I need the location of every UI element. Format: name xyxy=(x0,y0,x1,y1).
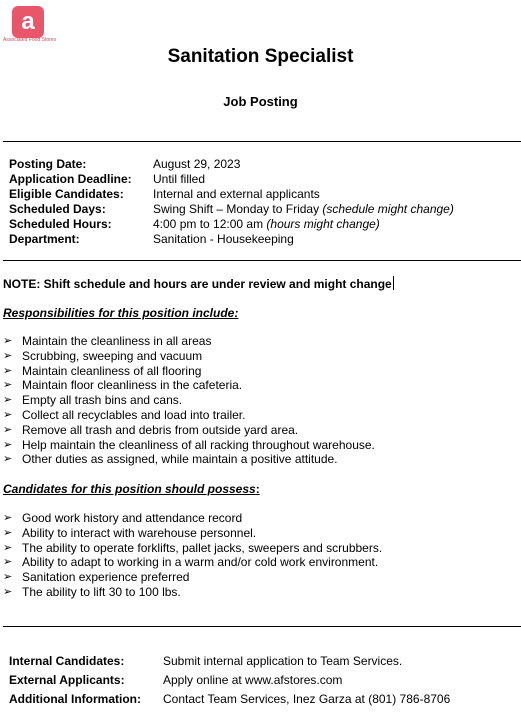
arrow-bullet-icon: ➢ xyxy=(3,556,13,569)
contact-label: Additional Information: xyxy=(9,692,141,706)
list-item: ➢ Sanitation experience preferred xyxy=(3,570,190,585)
arrow-bullet-icon: ➢ xyxy=(3,453,13,466)
contact-value: Contact Team Services, Inez Garza at (801) 786-8706 xyxy=(163,692,451,706)
detail-label: Eligible Candidates: xyxy=(9,187,124,201)
list-item: ➢ Good work history and attendance record xyxy=(3,511,243,525)
list-item: ➢ Ability to adapt to working in a warm and/or cold work environment. xyxy=(3,555,379,570)
list-item: ➢ Maintain floor cleanliness in the cafeteria. xyxy=(3,378,243,393)
list-item: ➢ Maintain the cleanliness in all areas xyxy=(3,334,212,348)
contact-label: Internal Candidates: xyxy=(9,654,125,668)
arrow-bullet-icon: ➢ xyxy=(3,512,13,524)
detail-value: 4:00 pm to 12:00 am (hours might change) xyxy=(153,217,380,231)
posting-details xyxy=(9,157,454,247)
schedule-note xyxy=(3,276,394,291)
detail-value: Internal and external applicants xyxy=(153,187,320,201)
arrow-bullet-icon: ➢ xyxy=(3,349,13,362)
detail-row-eligible-candidates xyxy=(9,187,454,202)
detail-row-department xyxy=(9,232,454,247)
arrow-bullet-icon: ➢ xyxy=(3,379,13,392)
arrow-bullet-icon: ➢ xyxy=(3,408,13,421)
qualifications-list xyxy=(3,511,382,600)
list-item: ➢ Scrubbing, sweeping and vacuum xyxy=(3,348,203,363)
detail-row-posting-date xyxy=(9,157,454,172)
company-logo xyxy=(12,6,44,38)
contact-info xyxy=(9,652,450,709)
list-item: ➢ Empty all trash bins and cans. xyxy=(3,393,183,408)
divider xyxy=(3,260,521,261)
list-item: ➢ Maintain cleanliness of all flooring xyxy=(3,363,202,378)
list-item: ➢ Remove all trash and debris from outside yard area. xyxy=(3,422,299,437)
detail-label: Posting Date: xyxy=(9,157,87,171)
logo-letter: a xyxy=(21,8,35,35)
contact-value: Submit internal application to Team Services. xyxy=(163,654,403,668)
contact-label: External Applicants: xyxy=(9,673,125,687)
contact-value: Apply online at www.afstores.com xyxy=(163,673,343,687)
qualifications-heading: Candidates for this position should possess: xyxy=(3,482,260,496)
list-item: ➢ Help maintain the cleanliness of all racking throughout warehouse. xyxy=(3,437,375,452)
list-item: ➢ Collect all recyclables and load into trailer. xyxy=(3,407,246,422)
arrow-bullet-icon: ➢ xyxy=(3,394,13,407)
list-item: ➢ Ability to interact with warehouse personnel. xyxy=(3,525,257,540)
arrow-bullet-icon: ➢ xyxy=(3,335,13,347)
list-item: ➢ The ability to lift 30 to 100 lbs. xyxy=(3,584,181,599)
detail-label: Scheduled Days: xyxy=(9,202,106,216)
logo-caption: Associated Food Stores xyxy=(3,37,57,43)
list-item: ➢ The ability to operate forklifts, pallet jacks, sweepers and scrubbers. xyxy=(3,540,383,555)
detail-value: Sanitation - Housekeeping xyxy=(153,232,294,246)
schedule-note-text: NOTE: Shift schedule and hours are under review and might change xyxy=(3,277,392,291)
arrow-bullet-icon: ➢ xyxy=(3,364,13,377)
contact-row-additional xyxy=(9,690,450,709)
divider xyxy=(3,626,521,627)
text-cursor xyxy=(393,276,394,290)
detail-value: Until filled xyxy=(153,172,206,186)
detail-value: Swing Shift – Monday to Friday (schedule might change) xyxy=(153,202,454,216)
contact-row-external xyxy=(9,671,450,690)
page-subtitle: Job Posting xyxy=(223,94,298,109)
detail-label: Department: xyxy=(9,232,80,246)
detail-row-application-deadline xyxy=(9,172,454,187)
arrow-bullet-icon: ➢ xyxy=(3,526,13,539)
detail-row-scheduled-days xyxy=(9,202,454,217)
detail-value: August 29, 2023 xyxy=(153,157,241,171)
detail-label: Application Deadline: xyxy=(9,172,132,186)
contact-row-internal xyxy=(9,652,450,671)
arrow-bullet-icon: ➢ xyxy=(3,438,13,451)
arrow-bullet-icon: ➢ xyxy=(3,571,13,584)
responsibilities-list xyxy=(3,334,375,467)
arrow-bullet-icon: ➢ xyxy=(3,423,13,436)
responsibilities-heading: Responsibilities for this position include: xyxy=(3,306,239,320)
divider xyxy=(3,141,521,142)
arrow-bullet-icon: ➢ xyxy=(3,585,13,598)
detail-label: Scheduled Hours: xyxy=(9,217,112,231)
page-title: Sanitation Specialist xyxy=(167,46,354,67)
list-item: ➢ Other duties as assigned, while maintain a positive attitude. xyxy=(3,452,338,467)
arrow-bullet-icon: ➢ xyxy=(3,541,13,554)
detail-row-scheduled-hours xyxy=(9,217,454,232)
